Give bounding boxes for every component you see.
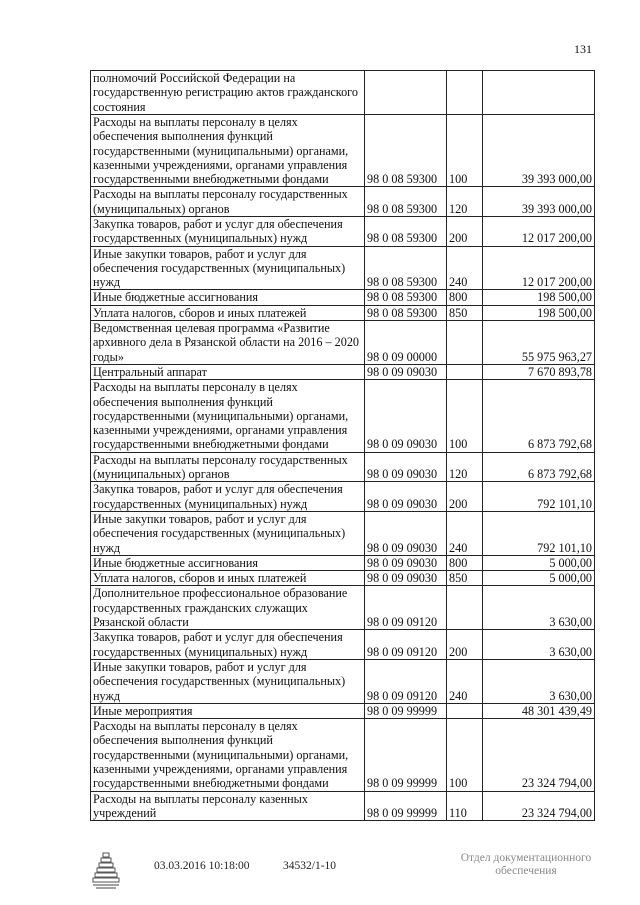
footer-stamp: Отдел документационного обеспечения bbox=[460, 852, 592, 877]
table-row bbox=[91, 555, 595, 570]
row-amount-cell: 5 000,00 bbox=[483, 571, 595, 586]
row-name-cell: Уплата налогов, сборов и иных платежей bbox=[91, 305, 365, 320]
row-amount-cell: 23 324 794,00 bbox=[483, 719, 595, 792]
row-amount-cell: 12 017 200,00 bbox=[483, 216, 595, 246]
budget-table-body bbox=[91, 71, 595, 821]
row-code-cell: 98 0 08 59300 bbox=[365, 216, 447, 246]
row-name-cell: Расходы на выплаты персоналу в целях обеспечения выполнения функций государственными (муниципальными) органами, казенными учреждениями, органами управления государственными внебюджетными фондами bbox=[91, 114, 365, 187]
row-code-cell: 98 0 09 09030 bbox=[365, 482, 447, 512]
row-expense-type-cell bbox=[447, 364, 483, 379]
row-amount-cell: 792 101,10 bbox=[483, 511, 595, 555]
table-row bbox=[91, 511, 595, 555]
table-row bbox=[91, 187, 595, 217]
row-amount-cell: 6 873 792,68 bbox=[483, 380, 595, 453]
table-row bbox=[91, 571, 595, 586]
row-expense-type-cell: 100 bbox=[447, 114, 483, 187]
row-name-cell: Расходы на выплаты персоналу в целях обеспечения выполнения функций государственными (муниципальными) органами, казенными учреждениями, органами управления государственными внебюджетными фондами bbox=[91, 719, 365, 792]
row-code-cell: 98 0 09 99999 bbox=[365, 791, 447, 821]
row-expense-type-cell: 800 bbox=[447, 555, 483, 570]
row-amount-cell: 3 630,00 bbox=[483, 586, 595, 630]
row-name-cell: Иные бюджетные ассигнования bbox=[91, 555, 365, 570]
row-name-cell: Иные мероприятия bbox=[91, 703, 365, 718]
row-amount-cell bbox=[483, 71, 595, 115]
row-expense-type-cell bbox=[447, 321, 483, 365]
row-amount-cell: 7 670 893,78 bbox=[483, 364, 595, 379]
row-amount-cell: 48 301 439,49 bbox=[483, 703, 595, 718]
row-amount-cell: 3 630,00 bbox=[483, 630, 595, 660]
row-name-cell: Закупка товаров, работ и услуг для обеспечения государственных (муниципальных) нужд bbox=[91, 216, 365, 246]
row-expense-type-cell: 100 bbox=[447, 380, 483, 453]
footer-datetime: 03.03.2016 10:18:00 bbox=[154, 860, 250, 872]
table-row bbox=[91, 482, 595, 512]
row-name-cell: Ведомственная целевая программа «Развитие архивного дела в Рязанской области на 2016 – 2020 годы» bbox=[91, 321, 365, 365]
row-amount-cell: 792 101,10 bbox=[483, 482, 595, 512]
row-expense-type-cell: 120 bbox=[447, 187, 483, 217]
row-expense-type-cell bbox=[447, 703, 483, 718]
pyramid-logo-icon bbox=[92, 850, 120, 892]
row-code-cell: 98 0 08 59300 bbox=[365, 305, 447, 320]
row-amount-cell: 39 393 000,00 bbox=[483, 114, 595, 187]
row-code-cell: 98 0 09 99999 bbox=[365, 703, 447, 718]
row-name-cell: Центральный аппарат bbox=[91, 364, 365, 379]
table-row bbox=[91, 703, 595, 718]
row-name-cell: Иные бюджетные ассигнования bbox=[91, 290, 365, 305]
row-expense-type-cell: 200 bbox=[447, 630, 483, 660]
table-row bbox=[91, 659, 595, 703]
table-row bbox=[91, 216, 595, 246]
row-expense-type-cell: 850 bbox=[447, 305, 483, 320]
row-code-cell: 98 0 08 59300 bbox=[365, 114, 447, 187]
row-code-cell: 98 0 09 99999 bbox=[365, 719, 447, 792]
row-code-cell bbox=[365, 71, 447, 115]
row-amount-cell: 39 393 000,00 bbox=[483, 187, 595, 217]
row-name-cell: Иные закупки товаров, работ и услуг для обеспечения государственных (муниципальных) нужд bbox=[91, 659, 365, 703]
table-row bbox=[91, 114, 595, 187]
table-row bbox=[91, 364, 595, 379]
row-name-cell: Иные закупки товаров, работ и услуг для обеспечения государственных (муниципальных) нужд bbox=[91, 246, 365, 290]
row-code-cell: 98 0 09 09030 bbox=[365, 571, 447, 586]
row-expense-type-cell: 120 bbox=[447, 452, 483, 482]
row-name-cell: Расходы на выплаты персоналу государственных (муниципальных) органов bbox=[91, 187, 365, 217]
row-expense-type-cell: 850 bbox=[447, 571, 483, 586]
row-amount-cell: 5 000,00 bbox=[483, 555, 595, 570]
table-row bbox=[91, 452, 595, 482]
row-name-cell: Расходы на выплаты персоналу казенных учреждений bbox=[91, 791, 365, 821]
row-expense-type-cell: 240 bbox=[447, 511, 483, 555]
row-code-cell: 98 0 09 09030 bbox=[365, 511, 447, 555]
row-expense-type-cell: 240 bbox=[447, 659, 483, 703]
row-amount-cell: 3 630,00 bbox=[483, 659, 595, 703]
table-row bbox=[91, 586, 595, 630]
row-code-cell: 98 0 08 59300 bbox=[365, 246, 447, 290]
row-code-cell: 98 0 09 09120 bbox=[365, 659, 447, 703]
row-name-cell: Расходы на выплаты персоналу государственных (муниципальных) органов bbox=[91, 452, 365, 482]
row-code-cell: 98 0 09 09120 bbox=[365, 586, 447, 630]
row-expense-type-cell: 200 bbox=[447, 216, 483, 246]
row-amount-cell: 198 500,00 bbox=[483, 290, 595, 305]
row-name-cell: Дополнительное профессиональное образование государственных гражданских служащих Рязанской области bbox=[91, 586, 365, 630]
table-row bbox=[91, 630, 595, 660]
row-code-cell: 98 0 09 09030 bbox=[365, 452, 447, 482]
table-row bbox=[91, 246, 595, 290]
row-code-cell: 98 0 09 09030 bbox=[365, 380, 447, 453]
row-code-cell: 98 0 09 00000 bbox=[365, 321, 447, 365]
row-code-cell: 98 0 08 59300 bbox=[365, 187, 447, 217]
table-row bbox=[91, 380, 595, 453]
row-expense-type-cell: 100 bbox=[447, 719, 483, 792]
row-amount-cell: 23 324 794,00 bbox=[483, 791, 595, 821]
row-amount-cell: 12 017 200,00 bbox=[483, 246, 595, 290]
row-expense-type-cell bbox=[447, 71, 483, 115]
row-expense-type-cell bbox=[447, 586, 483, 630]
row-name-cell: Расходы на выплаты персоналу в целях обеспечения выполнения функций государственными (муниципальными) органами, казенными учреждениями, органами управления государственными внебюджетными фондами bbox=[91, 380, 365, 453]
row-amount-cell: 198 500,00 bbox=[483, 305, 595, 320]
table-row bbox=[91, 321, 595, 365]
row-amount-cell: 6 873 792,68 bbox=[483, 452, 595, 482]
row-expense-type-cell: 200 bbox=[447, 482, 483, 512]
row-expense-type-cell: 800 bbox=[447, 290, 483, 305]
table-row bbox=[91, 305, 595, 320]
row-name-cell: Иные закупки товаров, работ и услуг для обеспечения государственных (муниципальных) нужд bbox=[91, 511, 365, 555]
row-name-cell: полномочий Российской Федерации на государственную регистрацию актов гражданского состояния bbox=[91, 71, 365, 115]
footer-doc-number: 34532/1-10 bbox=[283, 860, 337, 872]
table-row bbox=[91, 791, 595, 821]
page-number: 131 bbox=[574, 42, 592, 56]
table-row bbox=[91, 719, 595, 792]
budget-table bbox=[90, 70, 595, 821]
row-name-cell: Закупка товаров, работ и услуг для обеспечения государственных (муниципальных) нужд bbox=[91, 482, 365, 512]
row-expense-type-cell: 240 bbox=[447, 246, 483, 290]
row-amount-cell: 55 975 963,27 bbox=[483, 321, 595, 365]
row-name-cell: Уплата налогов, сборов и иных платежей bbox=[91, 571, 365, 586]
row-expense-type-cell: 110 bbox=[447, 791, 483, 821]
row-code-cell: 98 0 09 09120 bbox=[365, 630, 447, 660]
row-code-cell: 98 0 08 59300 bbox=[365, 290, 447, 305]
row-code-cell: 98 0 09 09030 bbox=[365, 555, 447, 570]
table-row bbox=[91, 71, 595, 115]
table-row bbox=[91, 290, 595, 305]
row-name-cell: Закупка товаров, работ и услуг для обеспечения государственных (муниципальных) нужд bbox=[91, 630, 365, 660]
row-code-cell: 98 0 09 09030 bbox=[365, 364, 447, 379]
